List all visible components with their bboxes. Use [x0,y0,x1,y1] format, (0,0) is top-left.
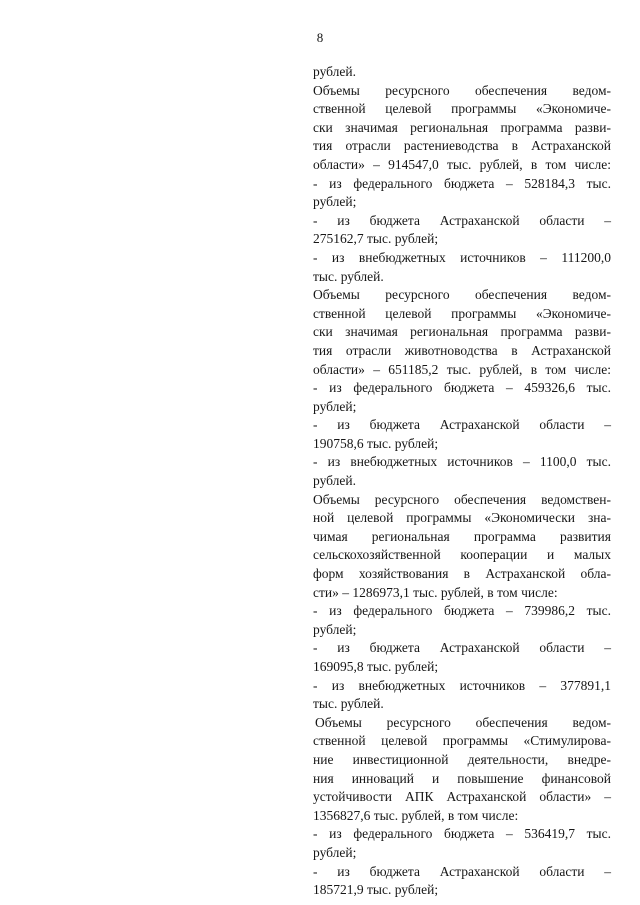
text-line: рублей. [313,473,357,489]
text-line: 275162,7 тыс. рублей; [313,231,439,247]
text-line: ски значимая региональная программа разви- [313,324,611,340]
text-line: 1356827,6 тыс. рублей, в том числе: [313,807,519,823]
body-text-column [313,63,611,900]
text-line: - из внебюджетных источников – 377891,1 [313,677,611,693]
text-line: - из федерального бюджета – 536419,7 тыс. [313,826,611,842]
text-line: рублей. [313,64,357,79]
text-line: - из бюджета Астраханской области – [313,640,611,656]
text-line: ния инноваций и повышение финансовой [313,770,611,786]
text-line: сти» – 1286973,1 тыс. рублей, в том числе: [313,584,558,600]
text-line: рублей; [313,194,357,210]
text-line: ски значимая региональная программа разви- [313,119,611,135]
text-line: - из бюджета Астраханской области – [313,863,611,879]
text-line: области» – 651185,2 тыс. рублей, в том числе: [313,361,611,377]
text-line: рублей; [313,844,357,860]
text-line: тия отрасли растениеводства в Астраханской [313,138,611,154]
text-line: 169095,8 тыс. рублей; [313,659,439,674]
text-line: ной целевой программы «Экономически зна- [313,510,611,526]
text-line: - из бюджета Астраханской области – [313,417,611,433]
text-line: ние инвестиционной деятельности, внедре- [313,751,611,767]
text-line: - из внебюджетных источников – 111200,0 [313,249,611,265]
text-line: Объемы ресурсного обеспечения ведомствен- [313,491,611,507]
text-line: Объемы ресурсного обеспечения ведом- [313,287,611,303]
text-line: рублей; [313,621,357,637]
text-line: Объемы ресурсного обеспечения ведом- [313,82,611,98]
text-line: тия отрасли животноводства в Астраханской [313,342,611,358]
text-line: - из внебюджетных источников – 1100,0 тыс. [313,454,611,470]
text-line: устойчивости АПК Астраханской области» – [313,789,611,805]
text-line: Объемы ресурсного обеспечения ведом- [315,714,611,730]
text-line: 185721,9 тыс. рублей; [313,882,439,898]
text-line: тыс. рублей. [313,696,384,712]
text-line: области» – 914547,0 тыс. рублей, в том числе: [313,156,611,172]
text-line: форм хозяйствования в Астраханской обла- [313,566,611,582]
text-line: ственной целевой программы «Стимулирова- [313,733,611,749]
text-line: рублей; [313,398,357,414]
page-number: 8 [316,30,324,45]
text-line: - из федерального бюджета – 528184,3 тыс. [313,175,611,191]
text-line: сельскохозяйственной кооперации и малых [313,547,611,563]
text-line: ственной целевой программы «Экономиче- [313,305,611,321]
text-line: - из бюджета Астраханской области – [313,212,611,228]
text-line: ственной целевой программы «Экономиче- [313,101,611,117]
text-line: - из федерального бюджета – 459326,6 тыс. [313,380,611,396]
text-line: 190758,6 тыс. рублей; [313,435,439,451]
text-line: чимая региональная программа развития [313,528,611,544]
text-line: тыс. рублей. [313,268,384,284]
text-line: - из федерального бюджета – 739986,2 тыс. [313,603,611,619]
